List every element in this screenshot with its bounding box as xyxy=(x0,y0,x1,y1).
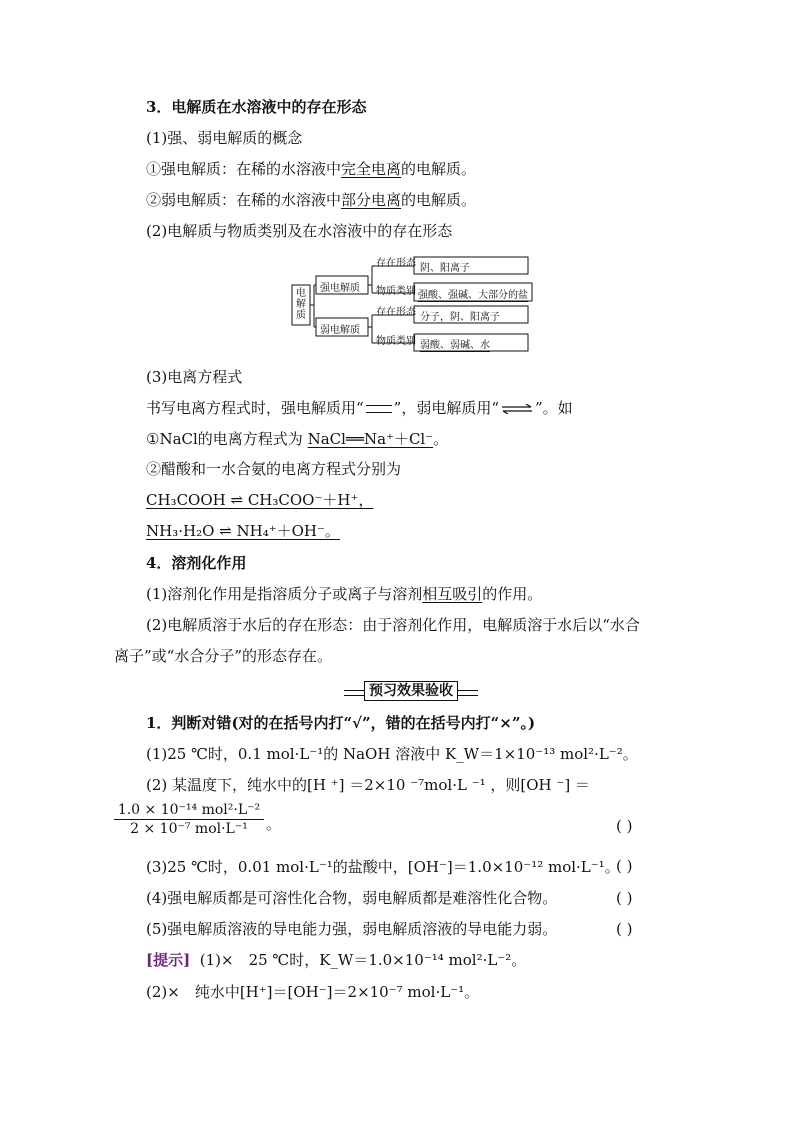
eq-rule-mid: ”，弱电解质用“ xyxy=(393,399,500,417)
nacl-pre: ①NaCl的电离方程式为 xyxy=(146,430,308,448)
solvation-p2-line1: (2)电解质溶于水后的存在形态：由于溶剂化作用，电解质溶于水后以“水合 xyxy=(146,616,640,634)
quiz-item-3: (3)25 ℃时，0.01 mol·L⁻¹的盐酸中，[OH⁻]＝1.0×10⁻¹² mol·L⁻¹。 xyxy=(146,858,620,876)
diagram-strong-form: 阴、阳离子 xyxy=(420,263,470,274)
fraction-denominator: 2 × 10⁻⁷ mol·L⁻¹ xyxy=(130,821,248,837)
diagram-strong: 强电解质 xyxy=(320,283,360,294)
quiz-item-2-fraction xyxy=(114,802,264,837)
solvation-key: 相互吸引 xyxy=(422,585,483,603)
equal-sign-icon xyxy=(366,405,392,413)
equation-rule xyxy=(146,398,573,418)
sub2-heading: (2)电解质与物质类别及在水溶液中的存在形态 xyxy=(146,222,453,240)
tip-line-1 xyxy=(146,950,526,970)
diagram-weak-form-label: 存在形态 xyxy=(376,307,416,318)
solvation-post: 的作用。 xyxy=(482,585,543,603)
weak-def-key: 部分电离 xyxy=(341,191,402,209)
answer-paren-2[interactable]: ( ) xyxy=(616,817,633,835)
weak-def-post: 的电解质。 xyxy=(401,191,477,209)
quiz-item-1: (1)25 ℃时，0.1 mol·L⁻¹的 NaOH 溶液中 K_W＝1×10⁻¹³ mol²·L⁻²。 xyxy=(146,745,638,763)
eq-rule-post: ”。如 xyxy=(535,399,573,417)
fraction-bar xyxy=(114,819,264,820)
acid-base-line: ②醋酸和一水合氨的电离方程式分别为 xyxy=(146,460,402,478)
electrolyte-classification-diagram xyxy=(290,255,540,355)
strong-def-key: 完全电离 xyxy=(341,160,402,178)
nacl-post: 。 xyxy=(433,430,449,448)
fraction-numerator: 1.0 × 10⁻¹⁴ mol²·L⁻² xyxy=(117,802,261,818)
diagram-weak: 弱电解质 xyxy=(320,325,360,336)
tip-line-2: (2)× 纯水中[H⁺]＝[OH⁻]＝2×10⁻⁷ mol·L⁻¹。 xyxy=(146,983,480,1001)
tip-1-text: (1)× 25 ℃时，K_W＝1.0×10⁻¹⁴ mol²·L⁻²。 xyxy=(199,951,527,969)
preview-check-banner xyxy=(344,681,478,701)
nacl-equation: NaCl══Na⁺＋Cl⁻ xyxy=(307,430,434,448)
answer-paren-3[interactable]: ( ) xyxy=(616,857,633,875)
diagram-strong-form-label: 存在形态 xyxy=(376,258,416,269)
tip-label: [提示] xyxy=(146,951,191,969)
diagram-root: 电解质 xyxy=(296,288,306,321)
section3-heading: 3．电解质在水溶液中的存在形态 xyxy=(146,98,367,116)
diagram-weak-class-label: 物质类别 xyxy=(376,336,416,347)
nacl-equation-line xyxy=(146,429,448,449)
diagram-strong-class-label: 物质类别 xyxy=(376,286,416,297)
weak-definition xyxy=(146,190,476,210)
quiz-item-5: (5)强电解质溶液的导电能力强，弱电解质溶液的导电能力弱。 xyxy=(146,920,558,938)
strong-definition xyxy=(146,159,476,179)
section4-heading: 4．溶剂化作用 xyxy=(146,554,247,572)
diagram-weak-form: 分子，阴、阳离子 xyxy=(420,312,500,323)
quiz-item-2-end: 。 xyxy=(266,815,282,833)
answer-paren-5[interactable]: ( ) xyxy=(616,920,633,938)
sub1-heading: (1)强、弱电解质的概念 xyxy=(146,129,303,147)
reversible-arrow-icon xyxy=(501,404,533,414)
quiz-heading: 1．判断对错(对的在括号内打“√”，错的在括号内打“×”。) xyxy=(146,714,536,732)
diagram-weak-class: 弱酸、弱碱、水 xyxy=(420,340,490,351)
strong-def-pre: ①强电解质：在稀的水溶液中 xyxy=(146,160,342,178)
acetic-acid-equation: CH₃COOH ⇌ CH₃COO⁻＋H⁺， xyxy=(146,491,374,509)
solvation-definition xyxy=(146,584,542,604)
diagram-strong-class: 强酸、强碱、大部分的盐 xyxy=(418,290,528,301)
eq-rule-pre: 书写电离方程式时，强电解质用“ xyxy=(146,399,364,417)
strong-def-post: 的电解质。 xyxy=(401,160,477,178)
quiz-item-2: (2) 某温度下，纯水中的[H ⁺] ＝2×10 ⁻⁷mol·L ⁻¹ ，则[OH ⁻] ＝ xyxy=(146,776,590,794)
sub3-heading: (3)电离方程式 xyxy=(146,368,243,386)
weak-def-pre: ②弱电解质：在稀的水溶液中 xyxy=(146,191,342,209)
solvation-pre: (1)溶剂化作用是指溶质分子或离子与溶剂 xyxy=(146,585,423,603)
solvation-p2-line2: 离子”或“水合分子”的形态存在。 xyxy=(114,647,333,665)
quiz-item-4: (4)强电解质都是可溶性化合物，弱电解质都是难溶性化合物。 xyxy=(146,889,558,907)
banner-title: 预习效果验收 xyxy=(364,681,458,701)
answer-paren-4[interactable]: ( ) xyxy=(616,889,633,907)
ammonia-equation: NH₃·H₂O ⇌ NH₄⁺＋OH⁻。 xyxy=(146,522,340,540)
